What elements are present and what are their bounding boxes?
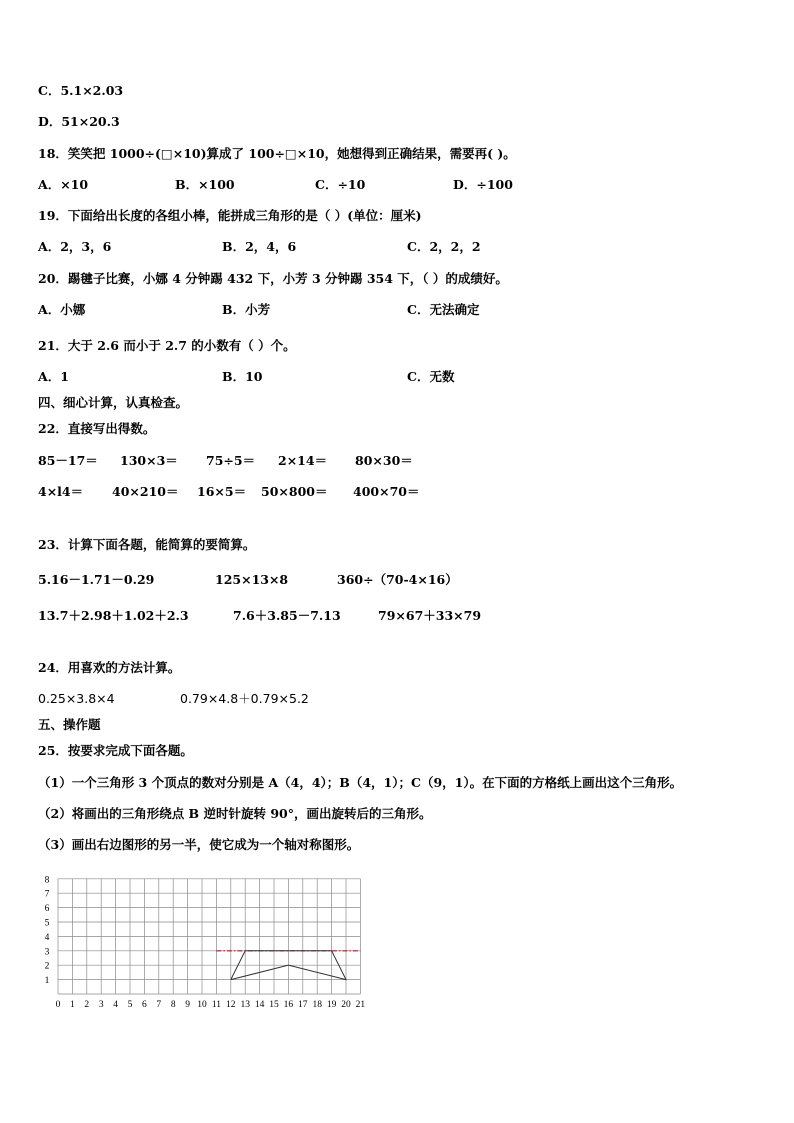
section-heading-5: 五、操作题 [38, 717, 101, 732]
q22-expr: 75÷5＝ [206, 453, 256, 468]
x-tick-label: 3 [98, 1000, 104, 1010]
q18-option-a: A．×10 [38, 177, 89, 192]
q24-expr: 0.25×3.8×4 [38, 691, 115, 706]
x-tick-label: 0 [55, 1000, 61, 1010]
q21-option-c: C．无数 [407, 369, 455, 384]
q20-stem: 20．踢毽子比赛，小娜 4 分钟踢 432 下，小芳 3 分钟踢 354 下，（ ）的成绩好。 [38, 271, 508, 286]
q23-expr: 13.7＋2.98＋1.02＋2.3 [38, 608, 189, 623]
x-tick-label: 20 [341, 1000, 351, 1010]
x-tick-label: 18 [312, 1000, 322, 1010]
q20-option-c: C．无法确定 [407, 302, 480, 317]
q22-expr: 2×14＝ [278, 453, 328, 468]
q22-expr: 16×5＝ [197, 484, 247, 499]
q23-expr: 7.6＋3.85－7.13 [233, 608, 341, 623]
q17-option-c: C．5.1×2.03 [38, 83, 124, 98]
section-heading-4: 四、细心计算，认真检查。 [38, 395, 189, 410]
q20-option-a: A．小娜 [38, 302, 86, 317]
q21-option-a: A．1 [38, 369, 69, 384]
q24-expr: 0.79×4.8＋0.79×5.2 [180, 691, 309, 706]
q22-expr: 50×800＝ [261, 484, 328, 499]
q19-option-c: C．2，2，2 [407, 239, 481, 254]
q22-expr: 4×l4＝ [38, 484, 84, 499]
q19-option-b: B．2，4，6 [222, 239, 297, 254]
x-tick-label: 15 [269, 1000, 279, 1010]
x-tick-label: 8 [170, 1000, 176, 1010]
q22-expr: 400×70＝ [353, 484, 420, 499]
x-tick-label: 11 [211, 1000, 221, 1010]
x-tick-label: 13 [240, 1000, 250, 1010]
q19-stem: 19．下面给出长度的各组小棒，能拼成三角形的是（ ）(单位：厘米) [38, 208, 422, 223]
y-tick-label: 5 [44, 918, 50, 929]
q22-stem: 22．直接写出得数。 [38, 421, 156, 436]
q25-part-3: （3）画出右边图形的另一半，使它成为一个轴对称图形。 [38, 837, 360, 852]
x-tick-label: 19 [326, 1000, 337, 1010]
x-tick-label: 2 [84, 1000, 90, 1010]
y-tick-label: 1 [44, 976, 50, 987]
x-tick-label: 17 [298, 1000, 308, 1010]
q20-option-b: B．小芳 [222, 302, 271, 317]
coordinate-grid [36, 872, 376, 1014]
q25-part-1: （1）一个三角形 3 个顶点的数对分别是 A（4，4）；B（4，1）；C（9，1）。在下面的方格纸上画出这个三角形。 [38, 775, 683, 790]
x-tick-label: 6 [142, 1000, 147, 1010]
q22-expr: 130×3＝ [120, 453, 178, 468]
q21-stem: 21．大于 2.6 而小于 2.7 的小数有（ ）个。 [38, 338, 296, 353]
q23-expr: 5.16－1.71－0.29 [38, 572, 155, 587]
x-tick-label: 10 [197, 1000, 207, 1010]
q22-expr: 85－17＝ [38, 453, 98, 468]
x-tick-label: 12 [226, 1000, 236, 1010]
q18-option-d: D．÷100 [453, 177, 513, 192]
x-tick-label: 9 [185, 1000, 190, 1010]
q19-option-a: A．2，3，6 [38, 239, 112, 254]
q18-stem: 18．笑笑把 1000÷(□×10)算成了 100÷□×10，她想得到正确结果，需要再( )。 [38, 146, 516, 161]
q23-stem: 23．计算下面各题，能简算的要简算。 [38, 537, 256, 552]
q22-expr: 40×210＝ [112, 484, 179, 499]
q25-part-2: （2）将画出的三角形绕点 B 逆时针旋转 90°，画出旋转后的三角形。 [38, 806, 432, 821]
x-tick-label: 16 [283, 1000, 294, 1010]
q23-expr: 79×67＋33×79 [378, 608, 482, 623]
y-tick-label: 8 [44, 875, 50, 886]
x-tick-label: 5 [127, 1000, 133, 1010]
x-tick-label: 4 [113, 1000, 118, 1010]
q18-option-c: C．÷10 [315, 177, 366, 192]
x-tick-label: 1 [70, 1000, 75, 1010]
x-tick-label: 7 [156, 1000, 162, 1010]
q17-option-d: D．51×20.3 [38, 114, 120, 129]
q23-expr: 125×13×8 [215, 572, 289, 587]
q22-expr: 80×30＝ [355, 453, 413, 468]
q18-option-b: B．×100 [175, 177, 235, 192]
q21-option-b: B．10 [222, 369, 263, 384]
y-tick-label: 2 [44, 961, 50, 972]
y-tick-label: 7 [44, 889, 50, 900]
x-tick-label: 21 [355, 1000, 366, 1010]
q24-stem: 24．用喜欢的方法计算。 [38, 660, 181, 675]
y-tick-label: 3 [44, 947, 50, 958]
x-tick-label: 14 [254, 1000, 265, 1010]
q23-expr: 360÷（70-4×16） [337, 572, 458, 587]
q25-stem: 25．按要求完成下面各题。 [38, 743, 193, 758]
y-tick-label: 6 [44, 904, 50, 915]
y-tick-label: 4 [44, 932, 50, 943]
